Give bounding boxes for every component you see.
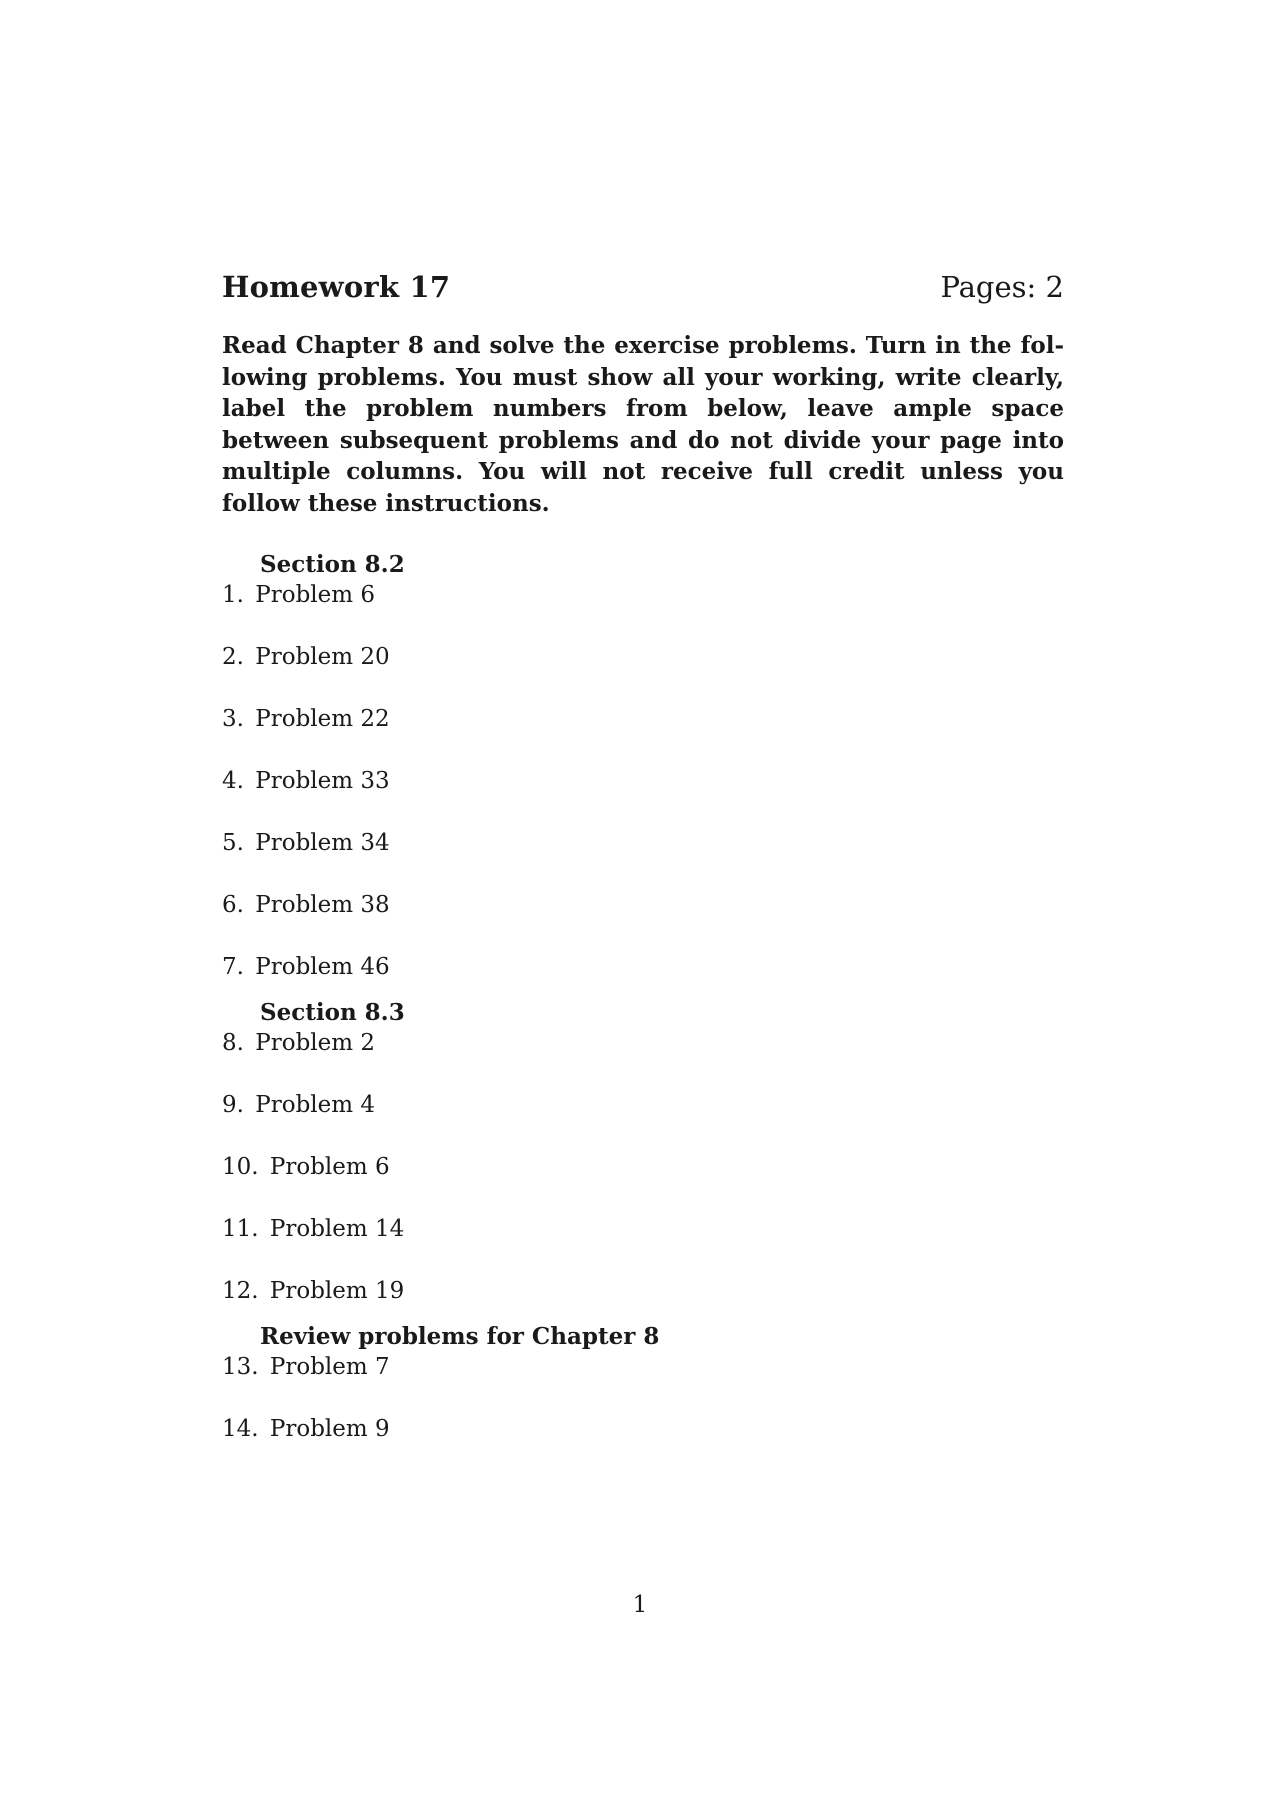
problem-item bbox=[222, 952, 1064, 983]
section-heading: Section 8.2 bbox=[260, 551, 405, 578]
problem-item bbox=[222, 1028, 1064, 1059]
problem-label: Problem 7 bbox=[269, 1354, 390, 1380]
problem-number: 4. bbox=[222, 768, 244, 794]
problem-label: Problem 9 bbox=[269, 1416, 390, 1442]
section-8-2 bbox=[222, 549, 1064, 983]
problem-label: Problem 19 bbox=[269, 1278, 405, 1304]
problem-label: Problem 4 bbox=[255, 1092, 376, 1118]
problem-item bbox=[222, 1276, 1064, 1307]
problem-number: 9. bbox=[222, 1092, 244, 1118]
problem-number: 5. bbox=[222, 830, 244, 856]
problem-item bbox=[222, 766, 1064, 797]
problem-label: Problem 2 bbox=[255, 1030, 376, 1056]
problem-item bbox=[222, 1214, 1064, 1245]
problem-label: Problem 20 bbox=[255, 644, 390, 670]
problem-item bbox=[222, 1414, 1064, 1445]
document-title: Homework 17 bbox=[222, 270, 451, 304]
problem-item bbox=[222, 1090, 1064, 1121]
document-page bbox=[222, 270, 1064, 1445]
problem-number: 11. bbox=[222, 1216, 259, 1242]
problem-item bbox=[222, 890, 1064, 921]
section-8-3 bbox=[222, 997, 1064, 1307]
problem-number: 13. bbox=[222, 1354, 259, 1380]
problem-number: 7. bbox=[222, 954, 244, 980]
problem-item bbox=[222, 828, 1064, 859]
section-heading: Review problems for Chapter 8 bbox=[260, 1323, 660, 1350]
section-review-chapter-8 bbox=[222, 1321, 1064, 1445]
problem-label: Problem 6 bbox=[255, 582, 376, 608]
problem-item bbox=[222, 1152, 1064, 1183]
problem-item bbox=[222, 704, 1064, 735]
problem-number: 10. bbox=[222, 1154, 259, 1180]
problem-label: Problem 33 bbox=[255, 768, 390, 794]
page-number: 1 bbox=[632, 1592, 648, 1618]
page-count: Pages: 2 bbox=[940, 270, 1064, 304]
document-header bbox=[222, 270, 1064, 314]
problem-number: 2. bbox=[222, 644, 244, 670]
problem-label: Problem 38 bbox=[255, 892, 390, 918]
problem-label: Problem 46 bbox=[255, 954, 390, 980]
section-heading: Section 8.3 bbox=[260, 999, 405, 1026]
problem-label: Problem 14 bbox=[269, 1216, 405, 1242]
problem-label: Problem 6 bbox=[269, 1154, 390, 1180]
problem-label: Problem 34 bbox=[255, 830, 390, 856]
problem-number: 1. bbox=[222, 582, 244, 608]
problem-item bbox=[222, 642, 1064, 673]
problem-number: 14. bbox=[222, 1416, 259, 1442]
problem-item bbox=[222, 1352, 1064, 1383]
problem-number: 12. bbox=[222, 1278, 259, 1304]
problem-number: 8. bbox=[222, 1030, 244, 1056]
problem-label: Problem 22 bbox=[255, 706, 390, 732]
problem-item bbox=[222, 580, 1064, 611]
problem-number: 6. bbox=[222, 892, 244, 918]
instructions-paragraph: Read Chapter 8 and solve the exercise problems. Turn in the following problems. You must show all your working, write clearly, label the problem numbers from below, leave ample space between subsequent problems and do not divide your page into multiple columns. You will not receive full credit unless you follow these instructions. bbox=[222, 332, 1064, 517]
problem-number: 3. bbox=[222, 706, 244, 732]
